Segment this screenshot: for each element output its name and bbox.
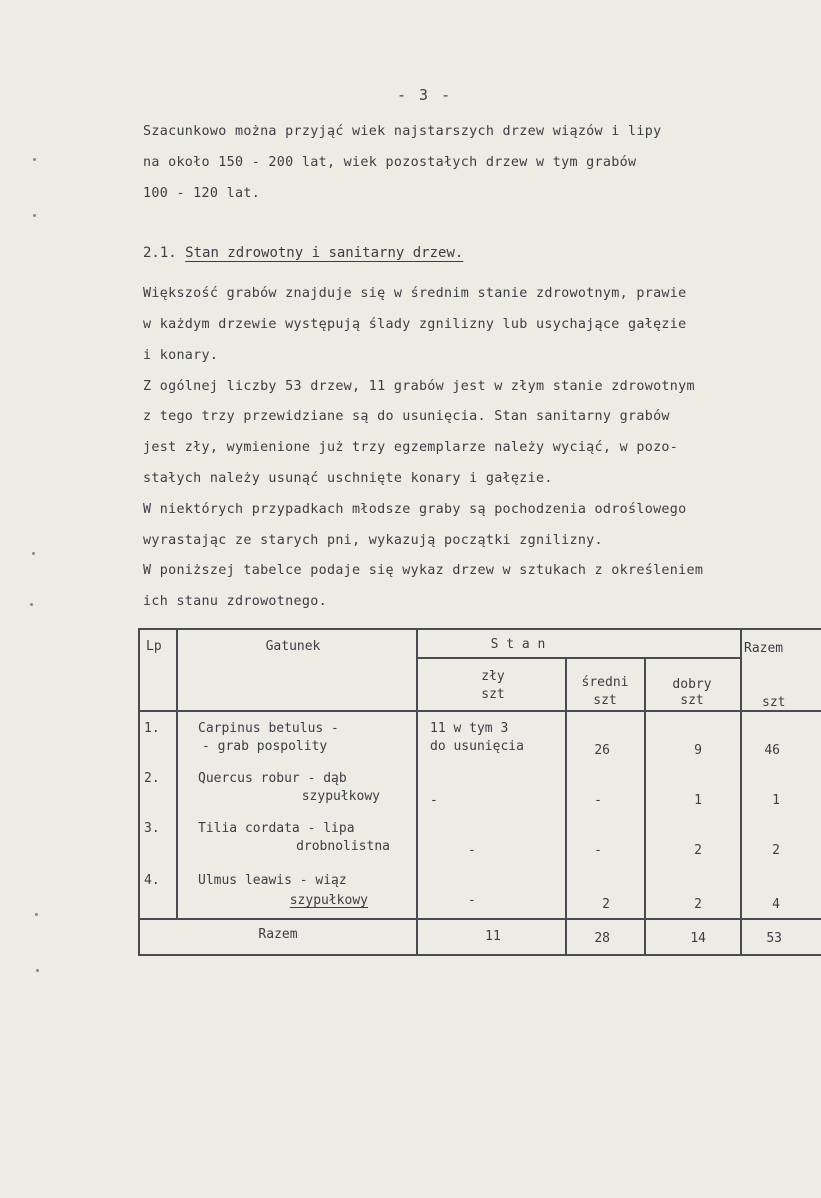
row-razem: 4 xyxy=(772,897,780,912)
row-razem: 2 xyxy=(772,843,780,858)
row-zly: - xyxy=(468,893,476,908)
margin-speck xyxy=(30,603,33,606)
section-title: Stan zdrowotny i sanitarny drzew. xyxy=(185,245,464,261)
totals-label: Razem xyxy=(258,927,298,942)
table-rule xyxy=(138,918,821,920)
header-sredni-unit: szt xyxy=(593,693,617,708)
totals-zly: 11 xyxy=(485,929,501,944)
row-lp: 4. xyxy=(144,873,160,888)
totals-sredni: 28 xyxy=(594,931,610,946)
table-rule xyxy=(740,628,742,955)
row-species-polish: drobnolistna xyxy=(296,839,390,854)
header-dobry-unit: szt xyxy=(680,693,704,708)
table-rule xyxy=(138,628,140,955)
table-rule xyxy=(416,628,418,955)
row-species-polish: - grab pospolity xyxy=(202,739,328,754)
totals-dobry: 14 xyxy=(690,931,706,946)
header-zly: zły xyxy=(481,669,505,684)
row-zly: - xyxy=(468,843,476,858)
row-dobry: 1 xyxy=(694,793,702,808)
row-zly-note: do usunięcia xyxy=(430,739,524,754)
margin-speck xyxy=(33,214,36,217)
row-species-latin: Tilia cordata - lipa xyxy=(198,821,355,836)
body-line: w każdym drzewie występują ślady zgnilizny lub usychające gałęzie xyxy=(143,317,687,332)
body-line: jest zły, wymienione już trzy egzemplarze należy wyciąć, w pozo- xyxy=(143,440,679,455)
body-line: stałych należy usunąć uschnięte konary i gałęzie. xyxy=(143,471,553,486)
row-species-latin: Carpinus betulus - xyxy=(198,721,339,736)
header-stan: S t a n xyxy=(490,637,546,652)
margin-speck xyxy=(33,158,36,161)
table-rule xyxy=(138,710,821,712)
table-rule xyxy=(138,628,821,630)
intro-line: Szacunkowo można przyjąć wiek najstarszych drzew wiązów i lipy xyxy=(143,124,662,139)
body-line: Większość grabów znajduje się w średnim stanie zdrowotnym, prawie xyxy=(143,286,687,301)
tree-health-table xyxy=(138,628,821,956)
row-lp: 3. xyxy=(144,821,160,836)
row-dobry: 2 xyxy=(694,897,702,912)
row-species-polish: szypułkowy xyxy=(289,893,368,908)
section-number: 2.1. xyxy=(143,245,177,261)
row-dobry: 9 xyxy=(694,743,702,758)
row-sredni: - xyxy=(594,843,602,858)
body-line: wyrastając ze starych pni, wykazują początki zgnilizny. xyxy=(143,533,603,548)
row-species-polish: szypułkowy xyxy=(301,789,380,804)
row-lp: 1. xyxy=(144,721,160,736)
row-sredni: 26 xyxy=(594,743,610,758)
row-lp: 2. xyxy=(144,771,160,786)
row-sredni: - xyxy=(594,793,602,808)
body-line: z tego trzy przewidziane są do usunięcia. Stan sanitarny grabów xyxy=(143,409,670,424)
row-dobry: 2 xyxy=(694,843,702,858)
row-razem: 1 xyxy=(772,793,780,808)
intro-line: 100 - 120 lat. xyxy=(143,186,261,201)
margin-speck xyxy=(32,552,35,555)
table-rule xyxy=(416,657,740,659)
row-razem: 46 xyxy=(764,743,780,758)
section-heading xyxy=(143,245,463,261)
header-zly-unit: szt xyxy=(481,687,505,702)
body-line: W niektórych przypadkach młodsze graby są pochodzenia odroślowego xyxy=(143,502,687,517)
body-line: W poniższej tabelce podaje się wykaz drzew w sztukach z określeniem xyxy=(143,563,704,578)
row-species-latin: Ulmus leawis - wiąz xyxy=(198,873,347,888)
header-razem: Razem xyxy=(744,641,784,656)
margin-speck xyxy=(35,913,38,916)
table-rule xyxy=(138,954,821,956)
totals-razem: 53 xyxy=(766,931,782,946)
header-lp: Lp xyxy=(146,639,162,654)
row-zly: 11 w tym 3 xyxy=(430,721,509,736)
page-number: - 3 - xyxy=(397,86,453,104)
header-gatunek: Gatunek xyxy=(265,639,321,654)
row-species-latin: Quercus robur - dąb xyxy=(198,771,347,786)
intro-line: na około 150 - 200 lat, wiek pozostałych drzew w tym grabów xyxy=(143,155,637,170)
table-rule xyxy=(176,628,178,919)
header-razem-unit: szt xyxy=(762,695,786,710)
body-line: Z ogólnej liczby 53 drzew, 11 grabów jest w złym stanie zdrowotnym xyxy=(143,379,695,394)
header-dobry: dobry xyxy=(672,677,712,692)
margin-speck xyxy=(36,969,39,972)
body-line: i konary. xyxy=(143,348,219,363)
header-sredni: średni xyxy=(581,675,629,690)
body-line: ich stanu zdrowotnego. xyxy=(143,594,327,609)
row-zly: - xyxy=(430,793,438,808)
row-sredni: 2 xyxy=(602,897,610,912)
